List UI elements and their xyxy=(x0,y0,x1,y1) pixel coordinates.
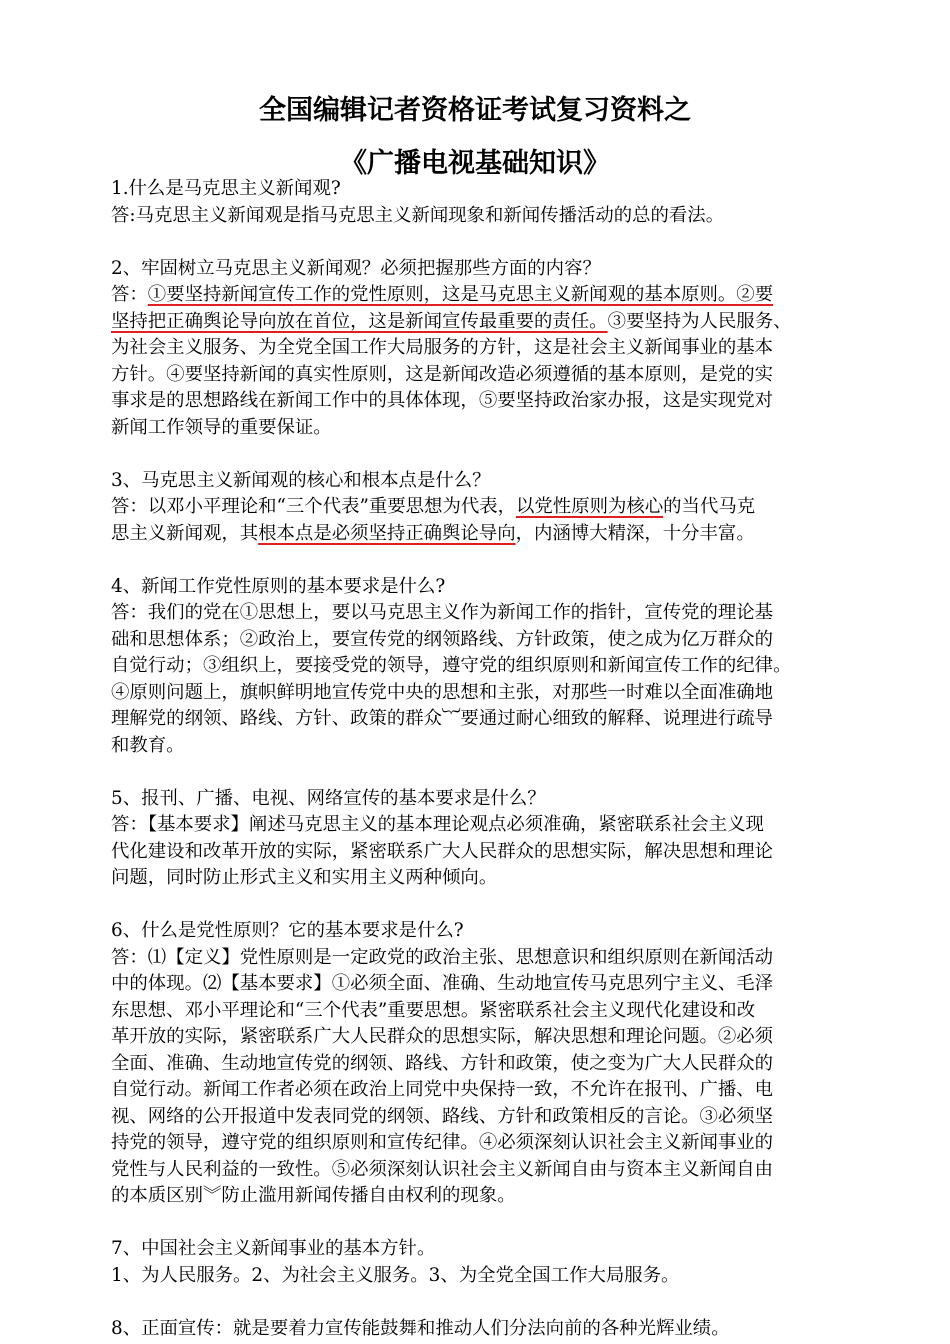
document-body xyxy=(111,176,847,1342)
underlined-text: 以党性原则为核心 xyxy=(516,496,664,517)
answer-4-line-1: 答：我们的党在①思想上，要以马克思主义作为新闻工作的指针，宣传党的理论基 xyxy=(111,602,774,623)
answer-2-line-4: 方针。④要坚持新闻的真实性原则，这是新闻改造必须遵循的基本原则，是党的实 xyxy=(111,363,774,385)
answer-4-line-3: 自觉行动；③组织上，要接受党的领导，遵守党的组织原则和新闻宣传工作的纪律。 xyxy=(111,655,792,676)
item-8: 8、正面宣传：就是要着力宣传能鼓舞和推动人们分法向前的各种光辉业绩。 xyxy=(111,1317,730,1339)
question-5: 5、报刊、广播、电视、网络宣传的基本要求是什么？ xyxy=(111,787,546,809)
answer-2-line-6: 新闻工作领导的重要保证。 xyxy=(111,416,332,438)
answer-6-line-7: 视、网络的公开报道中发表同党的纲领、路线、方针和政策相反的言论。③必须坚 xyxy=(111,1105,774,1127)
answer-2-line-1 xyxy=(111,282,847,309)
question-2: 2、牢固树立马克思主义新闻观？必须把握那些方面的内容？ xyxy=(111,257,601,279)
answer-6-line-5: 全面、准确、生动地宣传党的纲领、路线、方针和政策，使之变为广大人民群众的 xyxy=(111,1052,774,1074)
answer-5-line-1: 答：【基本要求】阐述马克思主义的基本理论观点必须准确，紧密联系社会主义现 xyxy=(111,814,764,835)
answer-5-line-2: 代化建设和改革开放的实际，紧密联系广大人民群众的思想实际，解决思想和理论 xyxy=(111,840,774,862)
answer-3-line-1 xyxy=(111,494,847,521)
answer-3-line-2 xyxy=(111,521,847,548)
answer-6-line-2: 中的体现。⑵【基本要求】①必须全面、准确、生动地宣传马克思列宁主义、毛泽 xyxy=(111,973,774,994)
answer-2-line-5: 事求是的思想路线在新闻工作中的具体体现，⑤要坚持政治家办报，这是实现党对 xyxy=(111,390,774,411)
answer-4-line-2: 础和思想体系；②政治上，要宣传党的纲领路线、方针政策，使之成为亿万群众的 xyxy=(111,628,774,650)
answer-4-line-5: 理解党的纲领、路线、方针、政策的群众︸要通过耐心细致的解释、说理进行疏导 xyxy=(111,708,774,729)
answer-7: 1、为人民服务。2、为社会主义服务。3、为全党全国工作大局服务。 xyxy=(111,1264,680,1286)
answer-text: ③要坚持为人民服务、 xyxy=(607,310,792,332)
answer-text: 答：以邓小平理论和“三个代表”重要思想为代表， xyxy=(111,496,517,517)
answer-6-line-6: 自觉行动。新闻工作者必须在政治上同党中央保持一致，不允许在报刊、广播、电 xyxy=(111,1079,774,1100)
question-3: 3、马克思主义新闻观的核心和根本点是什么？ xyxy=(111,469,491,491)
answer-text: ，内涵博大精深，十分丰富。 xyxy=(515,522,755,544)
answer-1: 答:马克思主义新闻观是指马克思主义新闻现象和新闻传播活动的总的看法。 xyxy=(111,204,725,226)
answer-prefix: 答： xyxy=(111,284,148,305)
underlined-text: 坚持把正确舆论导向放在首位，这是新闻宣传最重要的责任。 xyxy=(111,310,608,332)
answer-6-line-9: 党性与人民利益的一致性。⑤必须深刻认识社会主义新闻自由与资本主义新闻自由 xyxy=(111,1158,774,1180)
answer-6-line-3: 东思想、邓小平理论和“三个代表”重要思想。紧密联系社会主义现代化建设和改 xyxy=(111,999,756,1021)
answer-2-line-3: 为社会主义服务、为全党全国工作大局服务的方针，这是社会主义新闻事业的基本 xyxy=(111,337,774,358)
answer-5-line-3: 问题，同时防止形式主义和实用主义两种倾向。 xyxy=(111,867,498,888)
underlined-text: ①要坚持新闻宣传工作的党性原则，这是马克思主义新闻观的基本原则。②要 xyxy=(147,284,774,305)
answer-text: 的当代马克 xyxy=(663,496,756,517)
document-title-line1: 全国编辑记者资格证考试复习资料之 xyxy=(259,95,691,126)
question-4: 4、新闻工作党性原则的基本要求是什么? xyxy=(111,575,446,597)
answer-6-line-1: 答：⑴【定义】党性原则是一定政党的政治主张、思想意识和组织原则在新闻活动 xyxy=(111,946,774,968)
answer-text: 思主义新闻观，其 xyxy=(111,522,259,544)
answer-2-line-2 xyxy=(111,309,847,336)
question-6: 6、什么是党性原则？它的基本要求是什么? xyxy=(111,920,464,941)
answer-4-line-6: 和教育。 xyxy=(111,734,185,756)
answer-4-line-4: ④原则问题上，旗帜鲜明地宣传党中央的思想和主张，对那些一时难以全面准确地 xyxy=(111,681,774,703)
underlined-text: 根本点是必须坚持正确舆论导向 xyxy=(258,522,516,544)
answer-6-line-4: 革开放的实际，紧密联系广大人民群众的思想实际，解决思想和理论问题。②必须 xyxy=(111,1026,774,1047)
answer-6-line-8: 持党的领导，遵守党的组织原则和宣传纪律。④必须深刻认识社会主义新闻事业的 xyxy=(111,1132,774,1153)
question-1: 1.什么是马克思主义新闻观? xyxy=(111,178,341,199)
answer-6-line-10: 的本质区别︾防止滥用新闻传播自由权利的现象。 xyxy=(111,1185,516,1206)
question-7: 7、中国社会主义新闻事业的基本方针。 xyxy=(111,1238,436,1259)
document-title-line2: 《广播电视基础知识》 xyxy=(340,148,610,179)
